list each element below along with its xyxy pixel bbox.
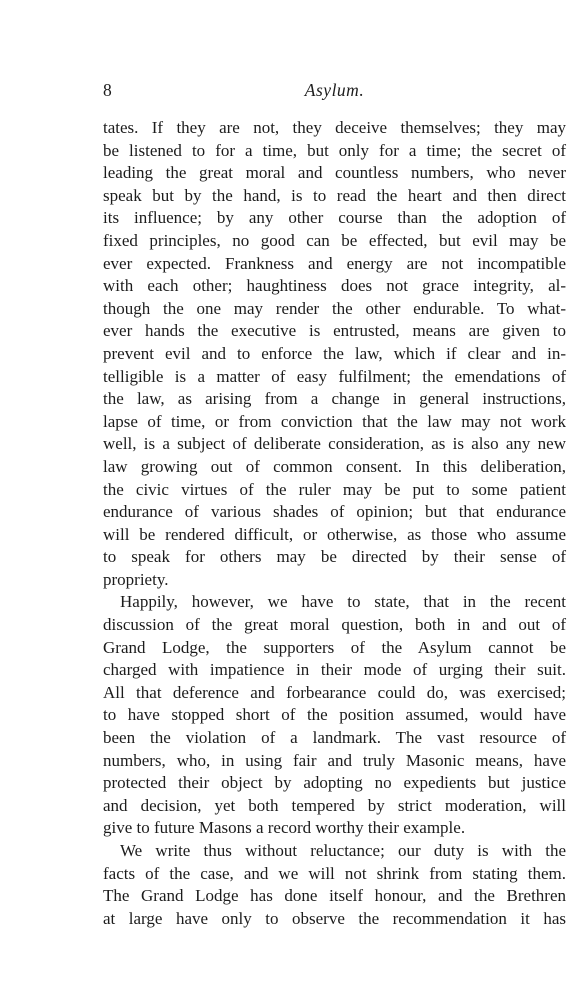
text-line: law growing out of common consent. In this deliberation, <box>103 456 566 476</box>
text-line: ever hands the executive is entrusted, means are given to <box>103 321 566 341</box>
text-line: propriety. <box>103 569 169 589</box>
text-line: give to future Masons a record worthy their example. <box>103 818 466 838</box>
text-line: ever expected. Frankness and energy are not incompatible <box>103 253 566 273</box>
text-line: numbers, who, in using fair and truly Masonic means, have <box>103 750 566 770</box>
text-line: prevent evil and to enforce the law, which if clear and in- <box>103 343 566 363</box>
body-text <box>103 117 566 930</box>
text-line: telligible is a matter of easy fulfilment; the emendations of <box>103 366 566 386</box>
text-line: and decision, yet both tempered by strict moderation, will <box>103 795 566 815</box>
text-line: to speak for others may be directed by their sense of <box>103 547 566 567</box>
text-line: at large have only to observe the recommendation it has <box>103 908 566 928</box>
text-line: the civic virtues of the ruler may be put to some patient <box>103 479 566 499</box>
text-line: fixed principles, no good can be effected, but evil may be <box>103 230 566 250</box>
text-line: with each other; haughtiness does not grace integrity, al- <box>103 276 566 296</box>
text-line: We write thus without reluctance; our duty is with the <box>120 841 566 860</box>
text-line: discussion of the great moral question, both in and out of <box>103 615 566 635</box>
text-line: to have stopped short of the position assumed, would have <box>103 705 566 725</box>
text-line: though the one may render the other endurable. To what- <box>103 298 566 318</box>
text-line: the law, as arising from a change in general instructions, <box>103 389 566 409</box>
text-line: Grand Lodge, the supporters of the Asylum cannot be <box>103 637 566 657</box>
text-line: well, is a subject of deliberate consideration, as is also any new <box>103 434 566 454</box>
text-line: its influence; by any other course than the adoption of <box>103 208 566 228</box>
text-line: speak but by the hand, is to read the heart and then direct <box>103 185 566 205</box>
text-line: charged with impatience in their mode of urging their suit. <box>103 660 566 680</box>
text-line: endurance of various shades of opinion; but that endurance <box>103 502 566 522</box>
text-line: All that deference and forbearance could do, was exercised; <box>103 682 566 702</box>
text-line: will be rendered difficult, or otherwise, as those who assume <box>103 524 566 544</box>
page-number: 8 <box>103 80 112 100</box>
text-line: The Grand Lodge has done itself honour, and the Brethren <box>103 886 566 906</box>
text-line: been the violation of a landmark. The vast resource of <box>103 728 566 748</box>
running-head <box>103 80 566 106</box>
text-line: be listened to for a time, but only for a time; the secret of <box>103 140 566 160</box>
text-line: facts of the case, and we will not shrink from stating them. <box>103 863 566 883</box>
text-line: lapse of time, or from conviction that the law may not work <box>103 411 566 431</box>
text-line: tates. If they are not, they deceive themselves; they may <box>103 118 566 137</box>
text-line: leading the great moral and countless numbers, who never <box>103 163 566 183</box>
running-title: Asylum. <box>304 80 365 100</box>
text-line: Happily, however, we have to state, that in the recent <box>120 592 566 612</box>
text-line: protected their object by adopting no expedients but justice <box>103 773 566 793</box>
